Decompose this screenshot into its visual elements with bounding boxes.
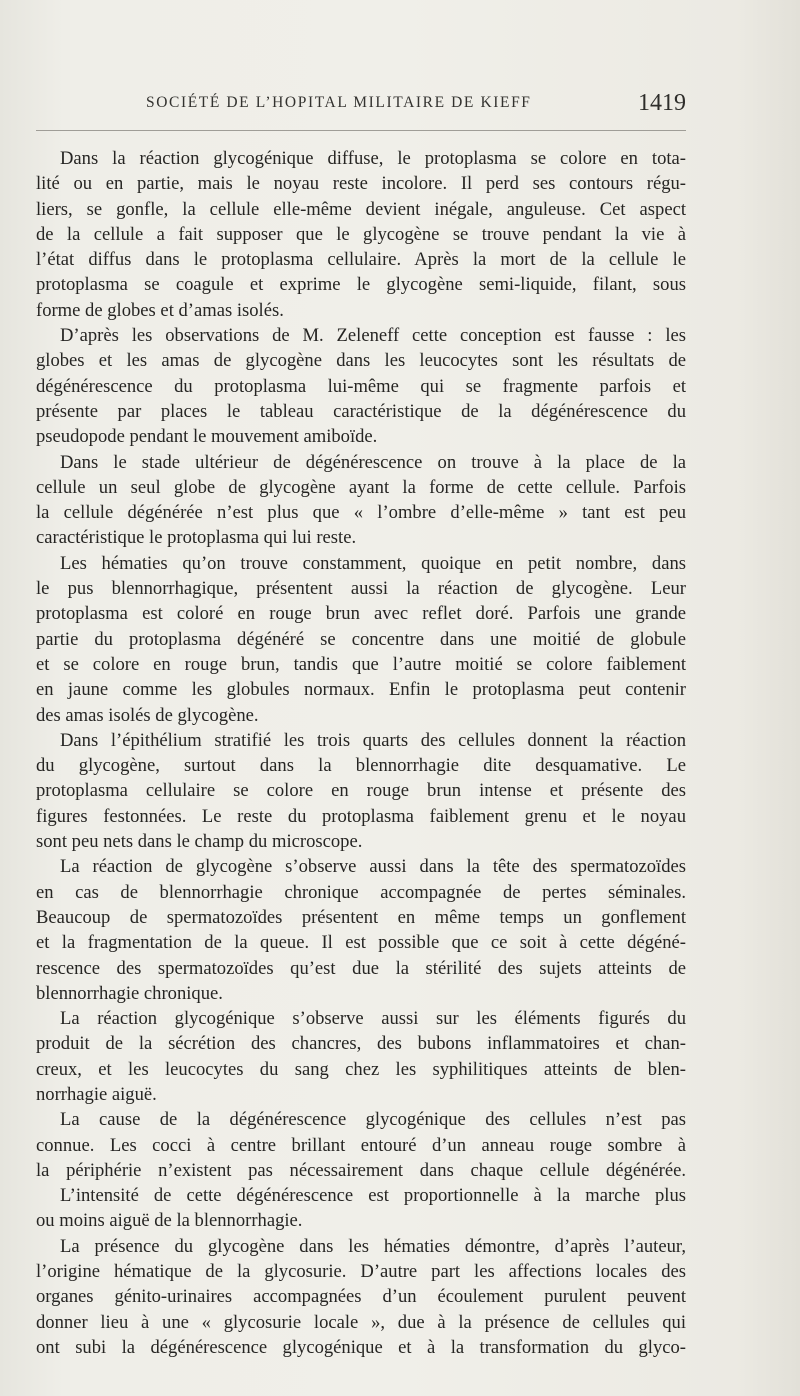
text-line: partie du protoplasma dégénéré se concentre dans une moitié de globule: [36, 628, 686, 650]
text-line: La présence du glycogène dans les hématies démontre, d’après l’auteur,: [60, 1235, 686, 1257]
body-text: [36, 146, 686, 1360]
text-line: donner lieu à une « glycosurie locale », due à la présence de cellules qui: [36, 1311, 686, 1333]
text-line: Dans la réaction glycogénique diffuse, le protoplasma se colore en tota-: [60, 148, 686, 169]
text-line: La réaction de glycogène s’observe aussi dans la tête des spermatozoïdes: [60, 856, 686, 878]
text-line: Dans le stade ultérieur de dégénérescence on trouve à la place de la: [60, 451, 686, 473]
text-line: l’état diffus dans le protoplasma cellulaire. Après la mort de la cellule le: [36, 249, 686, 271]
text-line: D’après les observations de M. Zeleneff cette conception est fausse : les: [60, 325, 686, 347]
text-line: de la cellule a fait supposer que le glycogène se trouve pendant la vie à: [36, 223, 686, 245]
page-number: 1419: [638, 90, 686, 116]
text-line: forme de globes et d’amas isolés.: [36, 299, 284, 321]
text-line: produit de la sécrétion des chancres, des bubons inflammatoires et chan-: [36, 1033, 686, 1055]
header-rule: [36, 130, 686, 131]
text-line: protoplasma se coagule et exprime le glycogène semi-liquide, filant, sous: [36, 274, 686, 296]
text-line: Dans l’épithélium stratifié les trois quarts des cellules donnent la réaction: [60, 729, 686, 751]
text-line: protoplasma est coloré en rouge brun avec reflet doré. Parfois une grande: [36, 603, 686, 625]
text-line: La réaction glycogénique s’observe aussi sur les éléments figurés du: [60, 1008, 686, 1030]
text-line: du glycogène, surtout dans la blennorrhagie dite desquamative. Le: [36, 755, 686, 777]
text-line: lité ou en partie, mais le noyau reste incolore. Il perd ses contours régu-: [36, 173, 686, 195]
text-line: connue. Les cocci à centre brillant entouré d’un anneau rouge sombre à: [36, 1134, 686, 1156]
running-header: [36, 92, 686, 122]
text-line: blennorrhagie chronique.: [36, 982, 223, 1004]
text-line: ou moins aiguë de la blennorrhagie.: [36, 1210, 303, 1232]
text-line: des amas isolés de glycogène.: [36, 704, 259, 726]
text-line: norrhagie aiguë.: [36, 1083, 157, 1105]
text-line: et la fragmentation de la queue. Il est possible que ce soit à cette dégéné-: [36, 932, 686, 954]
text-line: le pus blennorrhagique, présentent aussi la réaction de glycogène. Leur: [36, 578, 686, 600]
text-line: protoplasma cellulaire se colore en rouge brun intense et présente des: [36, 780, 686, 802]
text-line: cellule un seul globe de glycogène ayant la forme de cette cellule. Parfois: [36, 476, 686, 498]
text-line: rescence des spermatozoïdes qu’est due la stérilité des sujets atteints de: [36, 957, 686, 979]
text-line: L’intensité de cette dégénérescence est proportionnelle à la marche plus: [60, 1185, 686, 1207]
text-line: La cause de la dégénérescence glycogénique des cellules n’est pas: [60, 1109, 686, 1131]
running-title: SOCIÉTÉ DE L’HOPITAL MILITAIRE DE KIEFF: [146, 94, 532, 111]
text-line: caractéristique le protoplasma qui lui reste.: [36, 527, 357, 549]
text-line: et se colore en rouge brun, tandis que l’autre moitié se colore faiblement: [36, 653, 686, 675]
text-line: sont peu nets dans le champ du microscope.: [36, 831, 363, 853]
text-line: liers, se gonfle, la cellule elle-même devient inégale, anguleuse. Cet aspect: [36, 198, 686, 220]
text-line: globes et les amas de glycogène dans les leucocytes sont les résultats de: [36, 350, 686, 372]
text-line: creux, et les leucocytes du sang chez les syphilitiques atteints de blen-: [36, 1058, 686, 1080]
text-line: en cas de blennorrhagie chronique accompagnée de pertes séminales.: [36, 881, 686, 903]
text-line: Beaucoup de spermatozoïdes présentent en même temps un gonflement: [36, 906, 686, 928]
text-line: dégénérescence du protoplasma lui-même qui se fragmente parfois et: [36, 375, 686, 397]
text-line: présente par places le tableau caractéristique de la dégénérescence du: [36, 400, 686, 422]
text-line: pseudopode pendant le mouvement amiboïde.: [36, 426, 378, 448]
text-line: la périphérie n’existent pas nécessairement dans chaque cellule dégénérée.: [36, 1159, 686, 1181]
text-line: organes génito-urinaires accompagnées d’un écoulement purulent peuvent: [36, 1286, 686, 1308]
text-line: ont subi la dégénérescence glycogénique et à la transformation du glyco-: [36, 1336, 686, 1358]
text-line: en jaune comme les globules normaux. Enfin le protoplasma peut contenir: [36, 679, 686, 701]
text-line: figures festonnées. Le reste du protoplasma faiblement grenu et le noyau: [36, 805, 686, 827]
text-line: Les hématies qu’on trouve constamment, quoique en petit nombre, dans: [60, 552, 686, 574]
text-line: l’origine hématique de la glycosurie. D’autre part les affections locales des: [36, 1261, 686, 1283]
text-line: la cellule dégénérée n’est plus que « l’ombre d’elle-même » tant est peu: [36, 502, 686, 524]
